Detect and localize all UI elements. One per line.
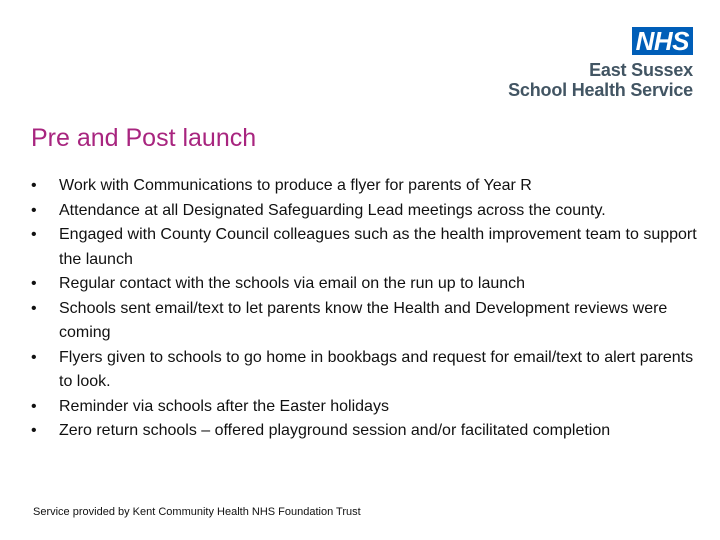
bullet-text: Reminder via schools after the Easter holidays	[59, 397, 389, 415]
bullet-list	[31, 174, 701, 444]
footer-text: Service provided by Kent Community Health NHS Foundation Trust	[33, 506, 361, 518]
bullet-dot-icon: •	[31, 397, 37, 415]
slide-title: Pre and Post launch	[31, 124, 257, 152]
bullet-dot-icon: •	[31, 275, 37, 292]
bullet-dot-icon: •	[31, 177, 37, 194]
bullet-item	[31, 346, 701, 395]
bullet-item	[31, 272, 701, 297]
bullet-text: Attendance at all Designated Safeguarding Lead meetings across the county.	[59, 201, 606, 219]
bullet-item	[31, 395, 701, 420]
bullet-dot-icon: •	[31, 422, 37, 439]
bullet-text: Work with Communications to produce a flyer for parents of Year R	[59, 177, 532, 194]
bullet-dot-icon: •	[31, 348, 37, 366]
bullet-text: Flyers given to schools to go home in bookbags and request for email/text to alert parents to look.	[59, 348, 694, 390]
nhs-logo	[493, 27, 693, 100]
bullet-dot-icon: •	[31, 201, 37, 219]
bullet-item	[31, 199, 701, 224]
bullet-dot-icon: •	[31, 226, 37, 243]
nhs-badge: NHS	[632, 27, 693, 55]
bullet-item	[31, 174, 701, 199]
org-name-line-2: School Health Service	[508, 80, 693, 100]
org-name-line-1: East Sussex	[589, 60, 693, 80]
bullet-text: Schools sent email/text to let parents know the Health and Development reviews were coming	[59, 299, 668, 341]
bullet-text: Engaged with County Council colleagues such as the health improvement team to support the launch	[59, 226, 697, 268]
bullet-text: Zero return schools – offered playground session and/or facilitated completion	[59, 422, 611, 439]
bullet-dot-icon: •	[31, 299, 37, 317]
bullet-text: Regular contact with the schools via email on the run up to launch	[59, 275, 526, 292]
bullet-item	[31, 297, 701, 346]
bullet-item	[31, 223, 701, 272]
bullet-item	[31, 419, 701, 444]
